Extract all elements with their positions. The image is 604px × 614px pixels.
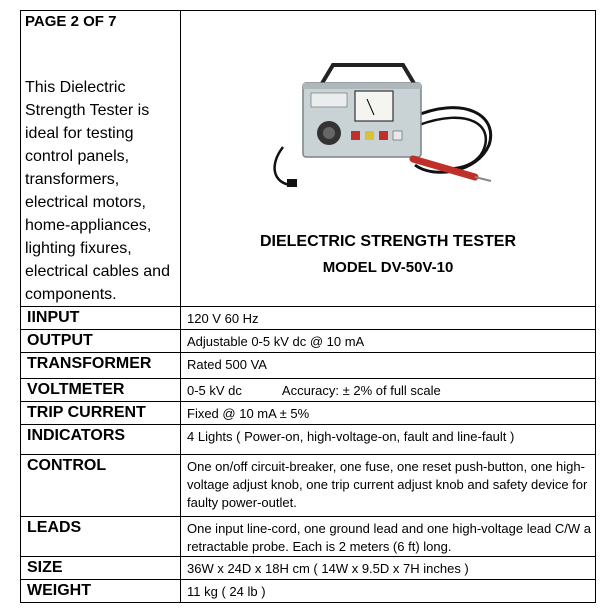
spec-label: OUTPUT [21, 330, 181, 353]
spec-value-accuracy: Accuracy: ± 2% of full scale [281, 383, 441, 398]
spec-label: TRANSFORMER [21, 353, 181, 379]
spec-value: 4 Lights ( Power-on, high-voltage-on, fault and line-fault ) [181, 425, 596, 455]
intro-cell [21, 11, 181, 307]
spec-value-cell [181, 379, 596, 402]
spec-value: One input line-cord, one ground lead and one high-voltage lead C/W a retractable probe. Each is 2 meters (6 ft) long. [181, 517, 596, 557]
spec-label: LEADS [21, 517, 181, 557]
product-photo [263, 55, 497, 195]
product-model: MODEL DV-50V-10 [322, 259, 454, 276]
spec-row [21, 353, 596, 379]
spec-row [21, 557, 596, 580]
spec-label: WEIGHT [21, 580, 181, 603]
spec-value: 0-5 kV dc [187, 383, 242, 398]
header-row [21, 11, 596, 307]
product-title: DIELECTRIC STRENGTH TESTER [259, 233, 516, 250]
spec-value: Adjustable 0-5 kV dc @ 10 mA [181, 330, 596, 353]
spec-value: 11 kg ( 24 lb ) [181, 580, 596, 603]
spec-row [21, 580, 596, 603]
spec-row [21, 330, 596, 353]
spec-value: Rated 500 VA [181, 353, 596, 379]
spec-label: INDICATORS [21, 425, 181, 455]
spec-row [21, 307, 596, 330]
spec-label: IINPUT [21, 307, 181, 330]
spec-value: Fixed @ 10 mA ± 5% [181, 402, 596, 425]
spec-value: 36W x 24D x 18H cm ( 14W x 9.5D x 7H inches ) [181, 557, 596, 580]
spec-row [21, 425, 596, 455]
spec-table [20, 10, 596, 603]
spec-row [21, 379, 596, 402]
spec-row [21, 517, 596, 557]
spec-label: VOLTMETER [21, 379, 181, 402]
spec-row [21, 455, 596, 517]
spec-value: One on/off circuit-breaker, one fuse, one reset push-button, one high-voltage adjust knob, one trip current adjust knob and safety device for faulty power-outlet. [181, 455, 596, 517]
page-label: PAGE 2 OF 7 [25, 13, 117, 30]
product-cell [181, 11, 596, 307]
spec-sheet [20, 10, 596, 603]
spec-label: SIZE [21, 557, 181, 580]
spec-value: 120 V 60 Hz [181, 307, 596, 330]
spec-row [21, 402, 596, 425]
spec-label: TRIP CURRENT [21, 402, 181, 425]
intro-text: This Dielectric Strength Tester is ideal for testing control panels, transformers, electrical motors, home-appliances, lighting fixures, electrical cables and components. [25, 79, 170, 303]
spec-label: CONTROL [21, 455, 181, 517]
